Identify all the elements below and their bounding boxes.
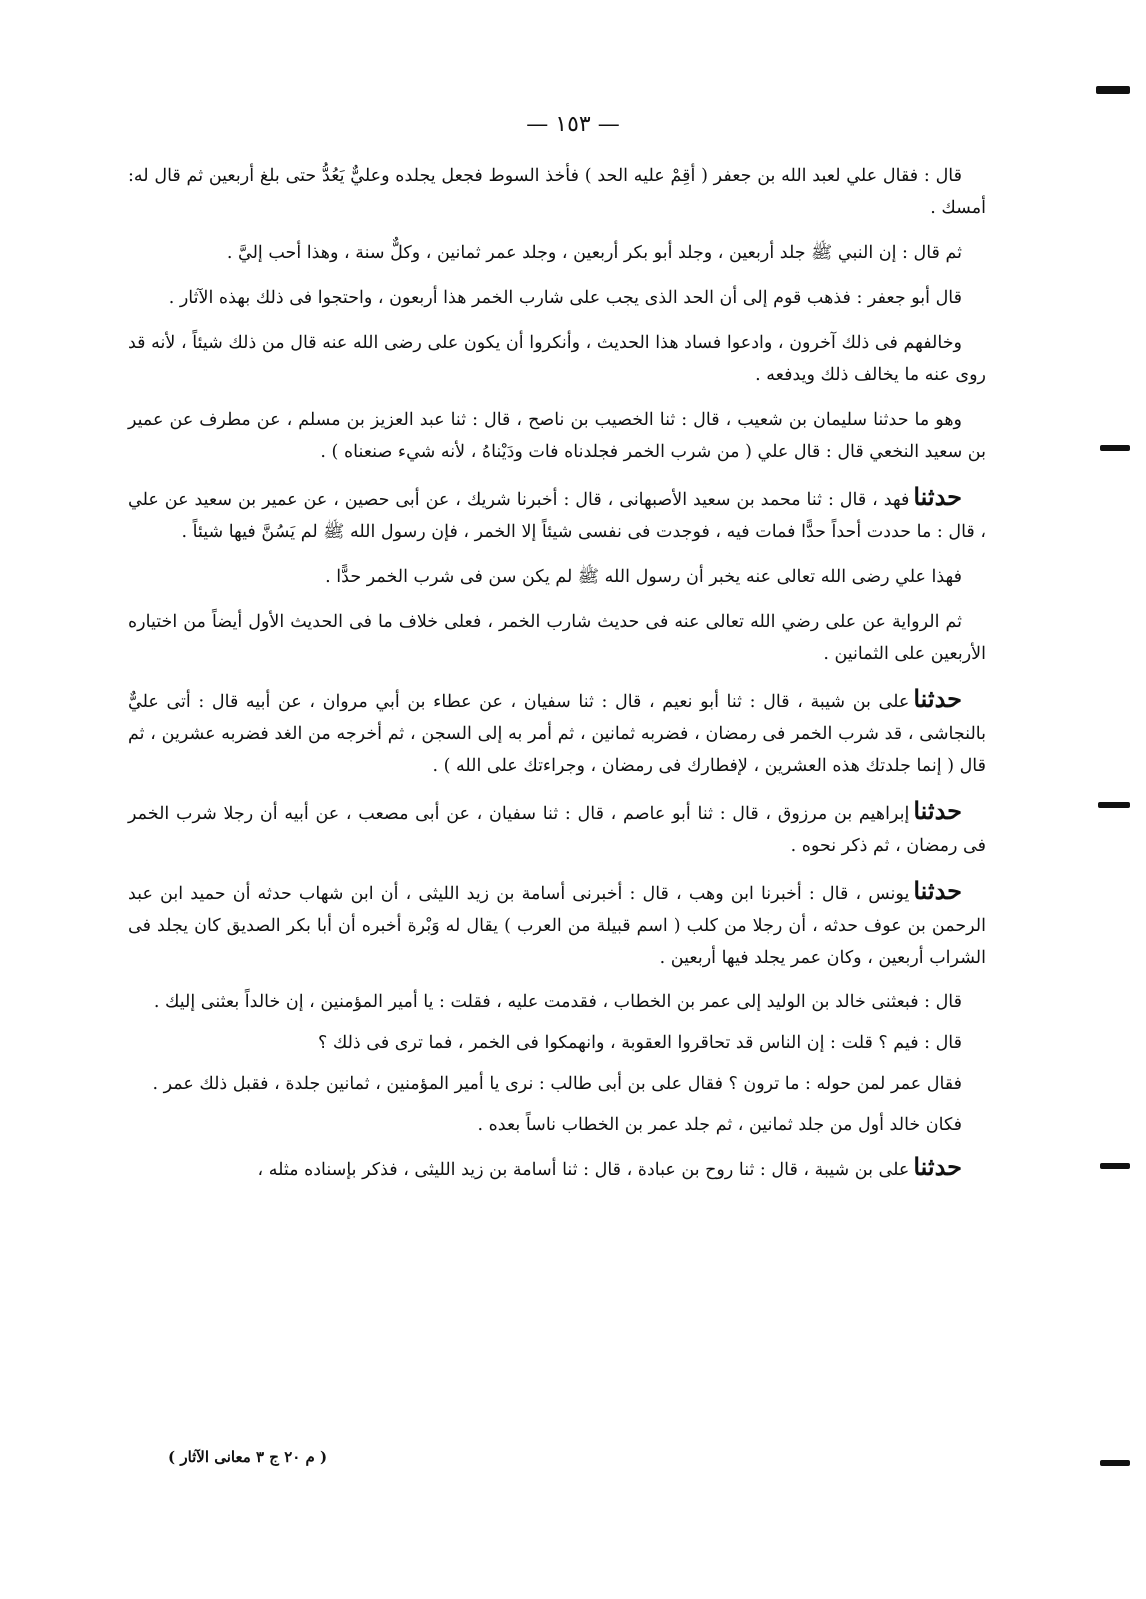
paragraph-text: قال أبو جعفر : فذهب قوم إلى أن الحد الذى يجب على شارب الخمر هذا أربعون ، واحتجوا فى ذلك بهذه الآثار . (168, 288, 962, 308)
paragraph-11 (128, 875, 986, 974)
paragraph-text: وخالفهم فى ذلك آخرون ، وادعوا فساد هذا الحديث ، وأنكروا أن يكون على رضى الله عنه قال من ذلك شيئاً ، لأنه قد روى عنه ما يخالف ذلك ويدفعه . (128, 333, 986, 385)
paragraph-4 (128, 327, 986, 391)
paragraph-text: فكان خالد أول من جلد ثمانين ، ثم جلد عمر بن الخطاب ناساً بعده . (477, 1115, 962, 1135)
page-number: — ١٥٣ — (526, 112, 620, 137)
paragraph-14 (128, 1069, 986, 1100)
paragraph-16 (128, 1151, 986, 1186)
paragraph-12 (128, 987, 986, 1018)
paragraph-text: ثم قال : إن النبي ﷺ جلد أربعين ، وجلد أبو بكر أربعين ، وجلد عمر ثمانين ، وكلٌّ سنة ، وهذا أحب إليَّ . (226, 243, 962, 263)
paragraph-7 (128, 561, 986, 593)
paragraph-3 (128, 282, 986, 314)
paragraph-5 (128, 404, 986, 468)
hadith-keyword: حدثنا (913, 1152, 962, 1181)
hadith-keyword: حدثنا (913, 684, 962, 713)
paragraph-8 (128, 606, 986, 670)
paragraph-2 (128, 237, 986, 269)
paragraph-text: إبراهيم بن مرزوق ، قال : ثنا أبو عاصم ، قال : ثنا سفيان ، عن أبى مصعب ، عن أبيه أن رجلا شرب الخمر فى رمضان ، ثم ذكر نحوه . (128, 804, 986, 856)
paragraph-1 (128, 160, 986, 224)
paragraph-13 (128, 1028, 986, 1059)
binding-mark (1096, 86, 1130, 94)
binding-mark (1100, 445, 1130, 451)
binding-mark (1100, 1163, 1130, 1169)
paragraph-9 (128, 683, 986, 782)
paragraph-text: وهو ما حدثنا سليمان بن شعيب ، قال : ثنا الخصيب بن ناصح ، قال : ثنا عبد العزيز بن مسلم ، عن مطرف عن عمير بن سعيد النخعي قال : قال علي ( من شرب الخمر فجلدناه فات ودَيْناهُ ، لأنه شيء صنعناه ) . (128, 410, 986, 462)
paragraph-text: على بن شيبة ، قال : ثنا روح بن عبادة ، قال : ثنا أسامة بن زيد الليثى ، فذكر بإسناده مثله ، (257, 1160, 910, 1180)
paragraph-text: يونس ، قال : أخبرنا ابن وهب ، قال : أخبرنى أسامة بن زيد الليثى ، أن ابن شهاب حدثه أن حميد ابن عبد الرحمن بن عوف حدثه ، أن رجلا من كلب ( اسم قبيلة من العرب ) يقال له وَبْرة أخبره أن أبا بكر الصديق كان يجلد فى الشراب أربعين ، وكان عمر يجلد فيها أربعين . (128, 884, 986, 968)
binding-mark (1100, 1460, 1130, 1466)
binding-mark (1098, 802, 1130, 808)
hadith-keyword: حدثنا (913, 796, 962, 825)
paragraph-text: قال : فقال علي لعبد الله بن جعفر ( أقِمْ عليه الحد ) فأخذ السوط فجعل يجلده وعليٌّ يَعُدُّ حتى بلغ أربعين ثم قال له: أمسك . (128, 166, 986, 218)
paragraph-text: ثم الرواية عن على رضي الله تعالى عنه فى حديث شارب الخمر ، فعلى خلاف ما فى الحديث الأول أيضاً من اختياره الأربعين على الثمانين . (128, 612, 986, 664)
paragraph-text: قال : فبعثنى خالد بن الوليد إلى عمر بن الخطاب ، فقدمت عليه ، فقلت : يا أمير المؤمنين ، إن خالداً بعثنى إليك . (153, 992, 962, 1012)
footer-signature: ( م ٢٠ ج ٣ معانى الآثار ) (168, 1448, 328, 1466)
paragraph-text: فهذا علي رضى الله تعالى عنه يخبر أن رسول الله ﷺ لم يكن سن فى شرب الخمر حدًّا . (325, 567, 962, 587)
paragraph-6 (128, 481, 986, 548)
paragraph-15 (128, 1110, 986, 1141)
paragraph-text: فهد ، قال : ثنا محمد بن سعيد الأصبهانى ، قال : أخبرنا شريك ، عن أبى حصين ، عن عمير بن سعيد عن علي ، قال : ما حددت أحداً حدًّا فمات فيه ، فوجدت فى نفسى شيئاً إلا الخمر ، فإن رسول الله ﷺ لم يَسُنَّ فيها شيئاً . (128, 490, 986, 542)
paragraph-text: قال : فيم ؟ قلت : إن الناس قد تحاقروا العقوبة ، وانهمكوا فى الخمر ، فما ترى فى ذلك ؟ (317, 1033, 962, 1053)
paragraph-text: على بن شيبة ، قال : ثنا أبو نعيم ، قال : ثنا سفيان ، عن عطاء بن أبي مروان ، عن أبيه قال : أتى عليٌّ بالنجاشى ، قد شرب الخمر فى رمضان ، فضربه ثمانين ، ثم أمر به إلى السجن ، ثم أخرجه من الغد فضربه عشرين ، ثم قال ( إنما جلدتك هذه العشرين ، لإفطارك فى رمضان ، وجراءتك على الله ) . (128, 692, 986, 776)
paragraph-10 (128, 795, 986, 862)
hadith-keyword: حدثنا (913, 482, 962, 511)
hadith-keyword: حدثنا (913, 876, 962, 905)
page-body (128, 160, 986, 1196)
paragraph-text: فقال عمر لمن حوله : ما ترون ؟ فقال على بن أبى طالب : نرى يا أمير المؤمنين ، ثمانين جلدة ، فقبل ذلك عمر . (152, 1074, 962, 1094)
